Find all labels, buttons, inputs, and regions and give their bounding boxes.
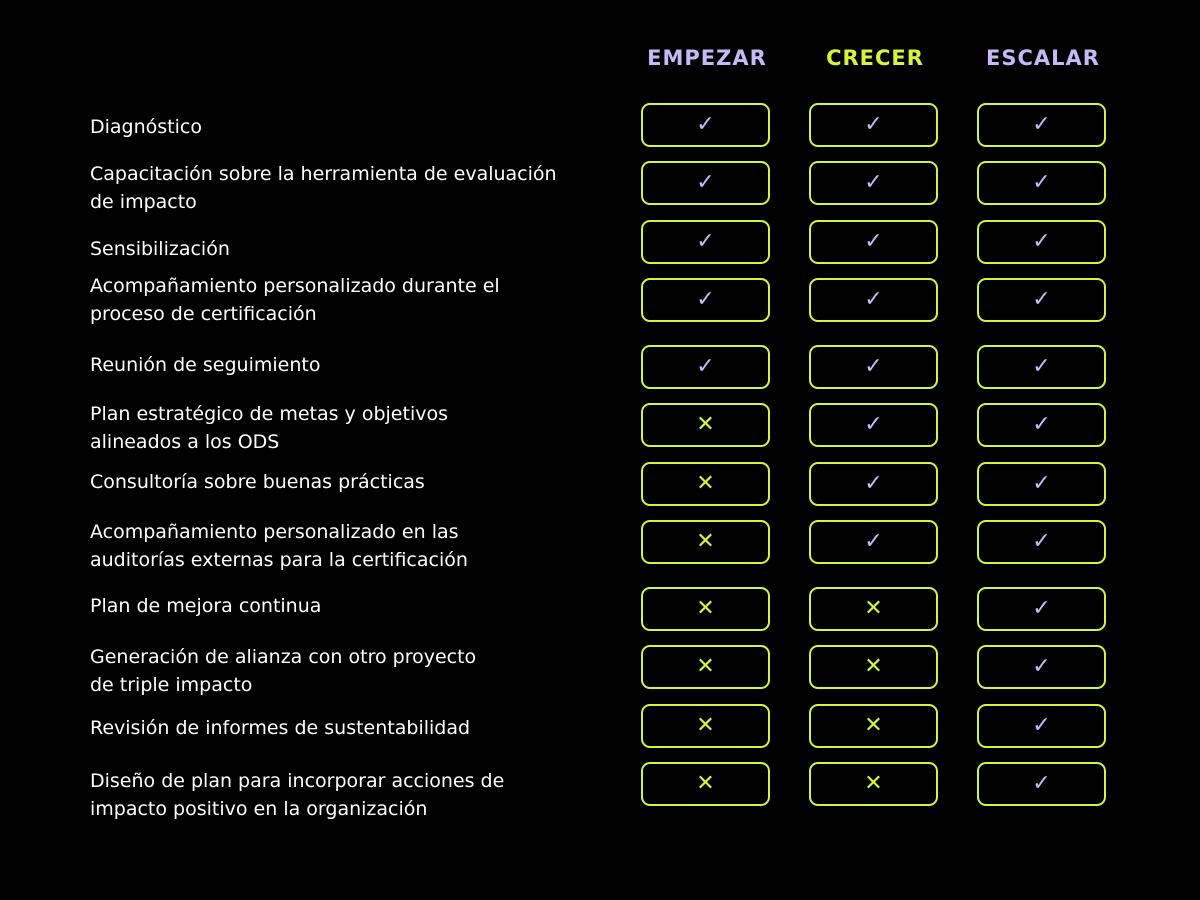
feature-cell-empezar	[641, 161, 770, 205]
cross-icon: ✕	[864, 771, 883, 796]
cross-icon: ✕	[696, 771, 715, 796]
cross-icon: ✕	[696, 713, 715, 738]
feature-cell-empezar	[641, 403, 770, 447]
feature-cell-escalar	[977, 462, 1106, 506]
feature-cell-escalar	[977, 278, 1106, 322]
check-icon: ✓	[864, 170, 883, 195]
cross-icon: ✕	[696, 471, 715, 496]
feature-label: Revisión de informes de sustentabilidad	[90, 717, 471, 739]
cross-icon: ✕	[696, 654, 715, 679]
feature-cell-escalar	[977, 704, 1106, 748]
check-icon: ✓	[1032, 412, 1051, 437]
check-icon: ✓	[1032, 596, 1051, 621]
feature-cell-crecer	[809, 587, 938, 631]
check-icon: ✓	[1032, 287, 1051, 312]
check-icon: ✓	[1032, 713, 1051, 738]
feature-cell-escalar	[977, 587, 1106, 631]
check-icon: ✓	[1032, 771, 1051, 796]
feature-cell-crecer	[809, 520, 938, 564]
cross-icon: ✕	[696, 596, 715, 621]
check-icon: ✓	[1032, 529, 1051, 554]
feature-cell-escalar	[977, 103, 1106, 147]
cross-icon: ✕	[864, 713, 883, 738]
check-icon: ✓	[696, 112, 715, 137]
check-icon: ✓	[696, 170, 715, 195]
check-icon: ✓	[696, 287, 715, 312]
feature-label: Capacitación sobre la herramienta de evaluación de impacto	[90, 163, 557, 213]
feature-cell-empezar	[641, 278, 770, 322]
feature-cell-empezar	[641, 645, 770, 689]
feature-cell-empezar	[641, 103, 770, 147]
check-icon: ✓	[864, 471, 883, 496]
feature-cell-escalar	[977, 220, 1106, 264]
feature-cell-crecer	[809, 645, 938, 689]
feature-label: Generación de alianza con otro proyecto de triple impacto	[90, 646, 477, 696]
feature-label: Diseño de plan para incorporar acciones de impacto positivo en la organización	[90, 770, 505, 820]
feature-label: Diagnóstico	[90, 116, 202, 138]
feature-cell-empezar	[641, 345, 770, 389]
feature-cell-crecer	[809, 161, 938, 205]
feature-cell-empezar	[641, 762, 770, 806]
feature-label: Acompañamiento personalizado durante el proceso de certificación	[90, 275, 500, 325]
check-icon: ✓	[864, 287, 883, 312]
cross-icon: ✕	[696, 529, 715, 554]
feature-cell-empezar	[641, 704, 770, 748]
check-icon: ✓	[696, 229, 715, 254]
plan-header-empezar: EMPEZAR	[647, 46, 767, 70]
feature-label: Reunión de seguimiento	[90, 354, 321, 376]
feature-cell-crecer	[809, 345, 938, 389]
check-icon: ✓	[1032, 354, 1051, 379]
check-icon: ✓	[1032, 112, 1051, 137]
check-icon: ✓	[1032, 471, 1051, 496]
check-icon: ✓	[864, 112, 883, 137]
feature-cell-empezar	[641, 587, 770, 631]
feature-cell-empezar	[641, 220, 770, 264]
feature-label: Sensibilización	[90, 238, 230, 260]
feature-cell-crecer	[809, 704, 938, 748]
feature-cell-escalar	[977, 520, 1106, 564]
check-icon: ✓	[1032, 654, 1051, 679]
feature-cell-escalar	[977, 345, 1106, 389]
feature-cell-empezar	[641, 462, 770, 506]
feature-label: Plan de mejora continua	[90, 595, 322, 617]
feature-cell-empezar	[641, 520, 770, 564]
cross-icon: ✕	[696, 412, 715, 437]
check-icon: ✓	[1032, 170, 1051, 195]
cross-icon: ✕	[864, 654, 883, 679]
feature-cell-crecer	[809, 403, 938, 447]
plan-header-escalar: ESCALAR	[986, 46, 1100, 70]
feature-cell-escalar	[977, 762, 1106, 806]
feature-cell-crecer	[809, 278, 938, 322]
feature-label: Consultoría sobre buenas prácticas	[90, 471, 425, 493]
feature-label: Plan estratégico de metas y objetivos alineados a los ODS	[90, 403, 448, 453]
cross-icon: ✕	[864, 596, 883, 621]
feature-cell-crecer	[809, 462, 938, 506]
feature-label: Acompañamiento personalizado en las auditorías externas para la certificación	[90, 521, 468, 571]
plan-header-crecer: CRECER	[826, 46, 924, 70]
feature-cell-escalar	[977, 403, 1106, 447]
feature-cell-escalar	[977, 161, 1106, 205]
check-icon: ✓	[864, 412, 883, 437]
feature-cell-crecer	[809, 220, 938, 264]
check-icon: ✓	[864, 229, 883, 254]
feature-cell-crecer	[809, 762, 938, 806]
check-icon: ✓	[1032, 229, 1051, 254]
check-icon: ✓	[864, 529, 883, 554]
feature-cell-crecer	[809, 103, 938, 147]
check-icon: ✓	[696, 354, 715, 379]
check-icon: ✓	[864, 354, 883, 379]
feature-cell-escalar	[977, 645, 1106, 689]
